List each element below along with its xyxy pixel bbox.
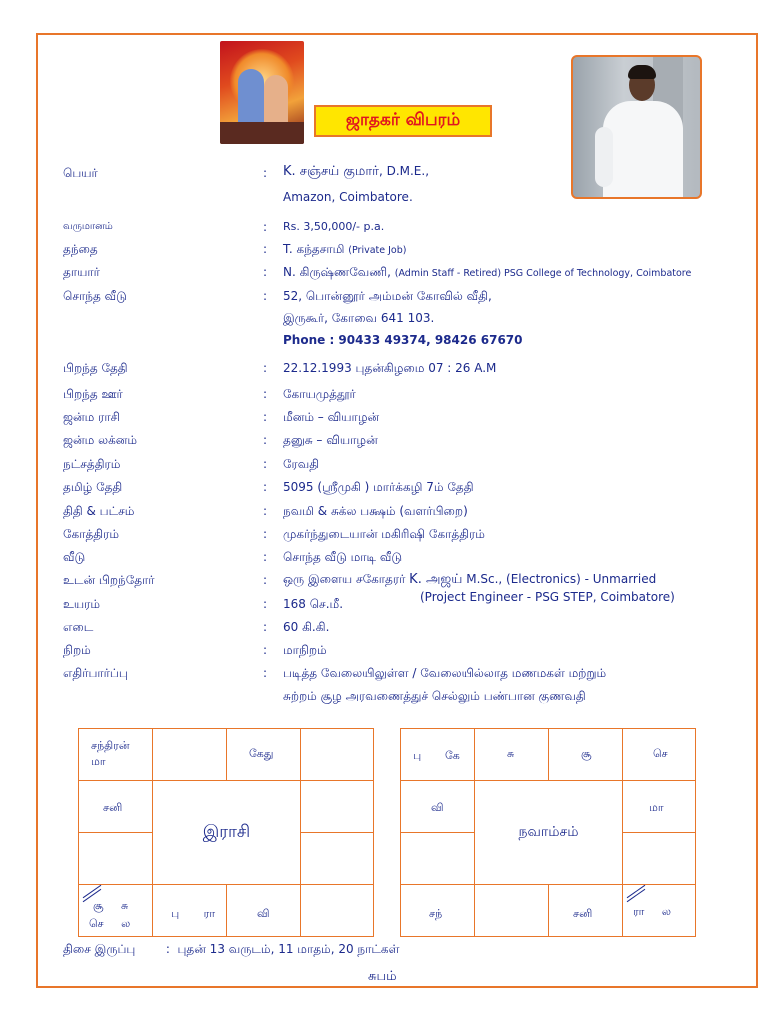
father-name: T. கந்தசாமி xyxy=(283,242,345,256)
navamsam-center: நவாம்சம் xyxy=(474,780,623,885)
navamsam-house-7-text: ரா ல xyxy=(633,905,672,918)
gothram-value: முகர்ந்துடையான் மகிரிஷி கோத்திரம் xyxy=(283,527,485,541)
rasi-house-12-text: சனி xyxy=(103,801,123,814)
navamsam-house-5-text: மா xyxy=(649,801,664,814)
rasi-house-8-text: வி xyxy=(257,907,270,920)
navamsam-house-2 xyxy=(474,728,549,781)
sibling-line2: (Project Engineer - PSG STEP, Coimbatore) xyxy=(420,590,675,604)
tamil-date-label: தமிழ் தேதி xyxy=(63,480,123,494)
name-degree: , D.M.E., xyxy=(378,164,430,178)
sibling-text-c: M.Sc., (Electronics) - Unmarried xyxy=(462,572,657,586)
expectation-line2: சுற்றம் சூழ அரவணைத்துச் செல்லும் பண்பான குணவதி xyxy=(283,689,586,703)
weight-label: எடை xyxy=(63,620,94,634)
navamsam-house-10-text: சந் xyxy=(429,907,443,920)
navamsam-house-4 xyxy=(622,728,696,781)
rasi-house-3 xyxy=(226,728,301,781)
dasa-balance-text: திசை இருப்பு : புதன் 13 வருடம், 11 மாதம், 20 நாட்கள் xyxy=(63,942,400,956)
address-line2: இருகூர், கோவை 641 103. xyxy=(283,311,435,325)
rasi-house-10-text-a: சூ சு xyxy=(93,899,129,912)
veedu-label: வீடு xyxy=(63,550,86,564)
rasi-house-1 xyxy=(78,728,153,781)
thithi-value: நவமி & சுக்ல பக்ஷம் (வளர்பிறை) xyxy=(283,504,468,518)
rasi-house-1-text-a: சந்திரன் xyxy=(91,739,130,752)
gothram-label: கோத்திரம் xyxy=(63,527,119,541)
expectation-line1: படித்த வேலையிலுள்ள / வேலையில்லாத மணமகள் மற்றும் xyxy=(283,666,607,680)
income-label: வருமானம் xyxy=(63,221,113,232)
mother-note: (Admin Staff - Retired) PSG College of Technology, Coimbatore xyxy=(394,268,692,279)
rasi-house-9-text: பு ரா xyxy=(171,907,216,920)
veedu-value: சொந்த வீடு மாடி வீடு xyxy=(283,550,403,564)
address-line1: 52, பொன்னூர் அம்மன் கோவில் வீதி, xyxy=(283,289,492,303)
work-value: Amazon, Coimbatore. xyxy=(283,190,413,204)
rasi-house-2 xyxy=(152,728,227,781)
rasi-house-7 xyxy=(300,884,374,937)
navamsam-house-11 xyxy=(400,832,475,885)
phone-text: Phone : 90433 49374, 98426 67670 xyxy=(283,333,523,347)
colon: : xyxy=(263,242,268,256)
tamil-date-value: 5095 (ஸ்ரீமுகி ) மார்க்கழி 7ம் தேதி xyxy=(283,480,474,494)
navamsam-house-8 xyxy=(548,884,623,937)
sibling-text-a: ஒரு இளைய சகோதரர் xyxy=(283,572,410,586)
rasi-value: மீனம் – வியாழன் xyxy=(283,410,380,424)
mother-value xyxy=(283,265,691,281)
height-label: உயரம் xyxy=(63,597,101,611)
star-value: ரேவதி xyxy=(283,457,320,471)
colon: : xyxy=(263,527,268,541)
navamsam-house-6 xyxy=(622,832,696,885)
colon: : xyxy=(263,504,268,518)
navamsam-house-9 xyxy=(474,884,549,937)
father-label: தந்தை xyxy=(63,242,98,256)
father-note: (Private Job) xyxy=(348,245,407,256)
rasi-house-12 xyxy=(78,780,153,833)
navamsam-house-1 xyxy=(400,728,475,781)
rasi-house-1-text-b: மா xyxy=(91,755,106,768)
weight-value: 60 கி.கி. xyxy=(283,620,330,634)
name-text: K. சஞ்சய் குமார் xyxy=(283,164,379,179)
colon: : xyxy=(263,480,268,494)
rasi-house-4 xyxy=(300,728,374,781)
colon: : xyxy=(263,643,268,657)
deity-image xyxy=(220,41,304,144)
lagnam-value: தனுசு – வியாழன் xyxy=(283,433,378,447)
navamsam-house-7 xyxy=(622,884,696,937)
rasi-house-10-text-b: செ ல xyxy=(89,917,131,930)
rasi-house-6 xyxy=(300,832,374,885)
colon: : xyxy=(263,666,268,680)
rasi-house-8 xyxy=(226,884,301,937)
thithi-label: திதி & பட்சம் xyxy=(63,504,135,518)
subam-text: சுபம் xyxy=(368,969,397,984)
expectation-label: எதிர்பார்ப்பு xyxy=(63,666,128,680)
colon: : xyxy=(263,289,268,303)
rasi-house-10 xyxy=(78,884,153,937)
rasi-house-9 xyxy=(152,884,227,937)
navamsam-chart xyxy=(400,728,696,937)
mother-name: N. கிருஷ்ணவேணி, xyxy=(283,265,391,279)
page-title: ஜாதகர் விபரம் xyxy=(314,105,492,137)
colon: : xyxy=(263,550,268,564)
colon: : xyxy=(263,597,268,611)
birthplace-value: கோயமுத்தூர் xyxy=(283,387,356,401)
star-label: நட்சத்திரம் xyxy=(63,457,121,471)
rasi-house-3-text: கேது xyxy=(249,747,274,760)
navamsam-house-12-text: வி xyxy=(431,801,444,814)
dob-value: 22.12.1993 புதன்கிழமை 07 : 26 A.M xyxy=(283,361,497,375)
rasi-chart xyxy=(78,728,374,937)
colon: : xyxy=(263,361,268,375)
navamsam-house-3-text: சூ xyxy=(581,747,592,760)
colon: : xyxy=(263,265,268,279)
name-value xyxy=(283,164,429,180)
sibling-value xyxy=(283,572,656,588)
income-value: Rs. 3,50,000/- p.a. xyxy=(283,220,385,233)
rasi-house-11 xyxy=(78,832,153,885)
lagnam-label: ஜன்ம லக்னம் xyxy=(63,433,138,447)
dob-label: பிறந்த தேதி xyxy=(63,361,128,375)
house-label: சொந்த வீடு xyxy=(63,289,127,303)
navamsam-house-12 xyxy=(400,780,475,833)
dasa-balance xyxy=(63,942,399,958)
colon: : xyxy=(263,457,268,471)
colon: : xyxy=(263,410,268,424)
sibling-label: உடன் பிறந்தோர் xyxy=(63,573,155,587)
complexion-value: மாநிறம் xyxy=(283,643,327,657)
height-value: 168 செ.மீ. xyxy=(283,597,344,611)
rasi-center: இராசி xyxy=(152,780,301,885)
profile-photo xyxy=(571,55,702,199)
navamsam-house-2-text: சு xyxy=(507,747,515,760)
colon: : xyxy=(263,573,268,587)
rasi-house-5 xyxy=(300,780,374,833)
rasi-label: ஜன்ம ராசி xyxy=(63,410,120,424)
birthplace-label: பிறந்த ஊர் xyxy=(63,387,123,401)
navamsam-house-4-text: செ xyxy=(653,747,668,760)
colon: : xyxy=(263,433,268,447)
navamsam-house-1-text-b: கே xyxy=(445,749,460,762)
name-label: பெயர் xyxy=(63,166,98,180)
navamsam-house-8-text: சனி xyxy=(573,907,593,920)
colon: : xyxy=(263,620,268,634)
navamsam-house-10 xyxy=(400,884,475,937)
navamsam-house-5 xyxy=(622,780,696,833)
colon: : xyxy=(263,220,268,234)
sibling-name: K. அஜய் xyxy=(409,572,463,587)
father-value xyxy=(283,242,406,258)
complexion-label: நிறம் xyxy=(63,643,91,657)
phone-value xyxy=(283,333,523,347)
colon: : xyxy=(263,166,268,180)
navamsam-house-1-text-a: பு xyxy=(413,749,422,762)
navamsam-house-3 xyxy=(548,728,623,781)
colon: : xyxy=(263,387,268,401)
mother-label: தாயார் xyxy=(63,265,100,279)
